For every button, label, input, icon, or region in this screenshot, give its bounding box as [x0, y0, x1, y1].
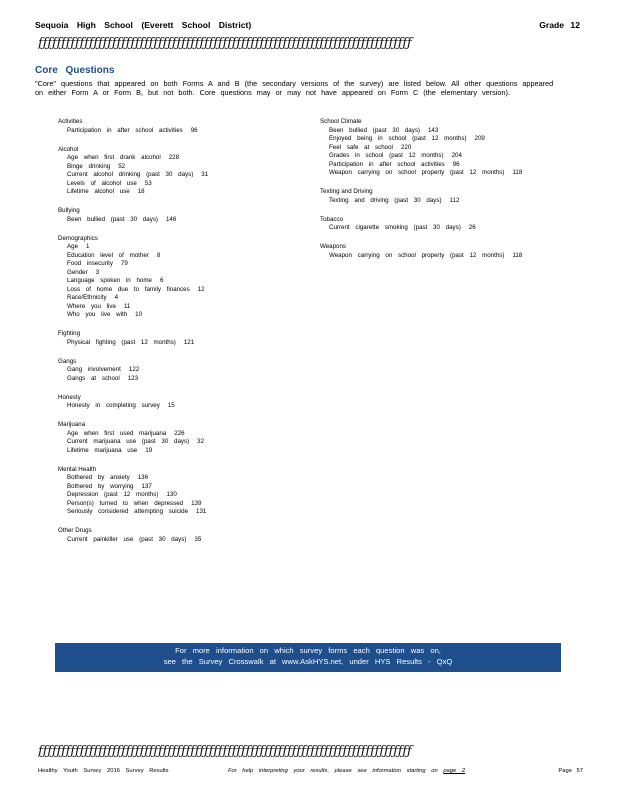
question-item — [58, 260, 308, 269]
question-label: Participation in after school activities — [329, 160, 445, 168]
question-label: Binge drinking — [67, 162, 111, 170]
question-label: Lifetime marijuana use — [67, 446, 138, 454]
question-category — [58, 394, 308, 411]
question-number: 226 — [174, 429, 185, 437]
category-title: Demographics — [58, 234, 98, 242]
question-number: 19 — [145, 446, 153, 454]
question-item — [58, 339, 308, 348]
question-label: Race/Ethnicity — [67, 294, 107, 301]
question-label: Current cigarette smoking (past 30 days) — [329, 224, 461, 231]
info-banner — [55, 643, 561, 672]
question-label: Weapon carrying on school property (past 12 months) — [329, 251, 505, 259]
question-number: 26 — [468, 224, 476, 231]
question-label: Levels of alcohol use — [67, 179, 137, 187]
question-number: 18 — [137, 188, 145, 195]
question-label: Gender — [67, 268, 88, 276]
question-item — [58, 402, 308, 411]
question-item — [58, 438, 308, 447]
category-title: Activities — [58, 118, 83, 125]
question-category — [320, 243, 580, 260]
question-item — [320, 197, 580, 206]
question-item — [58, 286, 308, 295]
question-number: 3 — [95, 268, 100, 276]
question-number: 146 — [165, 215, 177, 223]
question-label: Education level of mother — [67, 251, 149, 259]
question-item — [58, 171, 308, 180]
category-title: Alcohol — [58, 145, 79, 153]
question-label: Person(s) turned to when depressed — [67, 499, 184, 507]
page-number: Page 57 — [558, 768, 583, 774]
banner-line-1: For more information on which survey forms each question was on, — [175, 646, 441, 655]
question-label: Weapon carrying on school property (past 12 months) — [329, 169, 505, 176]
question-number: 96 — [190, 126, 198, 134]
question-item — [58, 483, 308, 492]
question-number: 8 — [156, 251, 161, 259]
grade-label: Grade 12 — [539, 20, 580, 30]
question-number: 209 — [474, 135, 485, 142]
intro-paragraph: "Core" questions that appeared on both Forms A and B (the secondary versions of the survey) are listed below. All other questions appeared on either Form A or Form B, but not both. Core questions may or may not have appeared on Form C (the elementary version). — [35, 79, 554, 97]
question-category — [320, 188, 580, 205]
question-label: Current painkiller use (past 30 days) — [67, 535, 187, 543]
question-label: Loss of home due to family finances — [67, 285, 190, 293]
question-label: Bothered by worrying — [67, 482, 134, 490]
question-category — [58, 330, 308, 347]
question-item — [58, 180, 308, 189]
question-category — [58, 207, 308, 224]
category-title: Gangs — [58, 357, 77, 365]
question-number: 1 — [86, 243, 90, 250]
question-number: 121 — [183, 338, 195, 346]
question-item — [58, 491, 308, 500]
question-number: 32 — [197, 438, 205, 445]
category-title: Other Drugs — [58, 527, 92, 534]
category-title: School Climate — [320, 118, 362, 125]
question-label: Lifetime alcohol use — [67, 188, 130, 195]
question-category — [58, 118, 308, 135]
question-number: 118 — [512, 169, 523, 176]
question-item — [58, 536, 308, 545]
question-item — [58, 252, 308, 261]
question-item — [320, 127, 580, 136]
question-label: Enjoyed being in school (past 12 months) — [329, 135, 467, 142]
question-item — [58, 163, 308, 172]
question-item — [320, 152, 580, 161]
question-item — [320, 169, 580, 178]
question-category — [58, 235, 308, 320]
question-item — [58, 474, 308, 483]
question-label: Age when first drank alcohol — [67, 154, 161, 161]
question-item — [58, 188, 308, 197]
category-title: Weapons — [320, 243, 347, 250]
question-label: Feel safe at school — [329, 143, 393, 151]
question-number: 123 — [127, 374, 139, 382]
question-label: Honesty in completing survey — [67, 402, 160, 409]
question-item — [58, 508, 308, 517]
question-label: Participation in after school activities — [67, 126, 183, 134]
question-item — [320, 161, 580, 170]
question-category — [58, 527, 308, 544]
question-category — [58, 358, 308, 384]
question-number: 112 — [449, 196, 460, 204]
question-number: 79 — [120, 260, 128, 267]
question-number: 131 — [196, 508, 207, 515]
right-column — [320, 118, 580, 271]
question-item — [58, 447, 308, 456]
category-title: Fighting — [58, 330, 81, 337]
question-number: 10 — [135, 311, 143, 318]
category-title: Bullying — [58, 207, 80, 214]
question-label: Seriously considered attempting suicide — [67, 508, 189, 515]
section-title: Core Questions — [35, 65, 115, 76]
question-number: 137 — [141, 482, 152, 490]
question-label: Gangs at school — [67, 374, 120, 382]
question-item — [58, 269, 308, 278]
question-label: Age when first used marijuana — [67, 429, 167, 437]
question-label: Language spoken in home — [67, 277, 152, 284]
question-label: Food insecurity — [67, 260, 113, 267]
question-item — [320, 135, 580, 144]
decorative-rule-bottom: ƒƒƒƒƒƒƒƒƒƒƒƒƒƒƒƒƒƒƒƒƒƒƒƒƒƒƒƒƒƒƒƒƒƒƒƒƒƒƒƒƒƒƒƒƒƒƒƒƒƒƒƒƒƒƒƒƒƒƒƒƒƒƒƒƒƒƒƒƒƒƒƒƒƒƒƒƒƒƒƒƒ — [38, 744, 412, 759]
question-number: 204 — [451, 152, 462, 159]
question-number: 122 — [128, 366, 140, 373]
question-number: 11 — [123, 302, 131, 310]
question-item — [58, 243, 308, 252]
question-number: 136 — [137, 474, 149, 481]
question-category — [58, 421, 308, 455]
question-number: 6 — [159, 277, 164, 284]
question-number: 53 — [144, 179, 152, 187]
question-label: Been bullied (past 30 days) — [329, 126, 420, 134]
question-item — [320, 252, 580, 261]
question-label: Current alcohol drinking (past 30 days) — [67, 171, 194, 178]
question-label: Age — [67, 243, 79, 250]
question-number: 96 — [452, 160, 460, 168]
question-item — [58, 303, 308, 312]
question-category — [320, 118, 580, 178]
question-label: Texting and driving (past 30 days) — [329, 196, 442, 204]
question-label: Current marijuana use (past 30 days) — [67, 438, 190, 445]
question-item — [58, 375, 308, 384]
question-number: 12 — [197, 285, 205, 293]
category-title: Marijuana — [58, 421, 86, 428]
question-label: Bothered by anxiety — [67, 474, 130, 481]
banner-line-2: see the Survey Crosswalk at www.AskHYS.net, under HYS Results - QxQ — [163, 657, 453, 666]
footer-survey-title: Healthy Youth Survey 2016 Survey Results — [38, 768, 169, 774]
question-item — [58, 127, 308, 136]
page-header — [35, 20, 580, 34]
left-column — [58, 118, 308, 555]
question-label: Who you live with — [67, 311, 128, 318]
question-item — [58, 294, 308, 303]
question-number: 4 — [114, 294, 119, 301]
question-item — [58, 500, 308, 509]
question-item — [58, 366, 308, 375]
category-title: Tobacco — [320, 215, 344, 223]
category-title: Honesty — [58, 393, 81, 401]
question-category — [58, 466, 308, 517]
question-number: 139 — [191, 499, 202, 507]
question-number: 35 — [194, 535, 202, 543]
question-number: 15 — [167, 402, 175, 409]
question-number: 220 — [400, 143, 412, 151]
question-label: Been bullied (past 30 days) — [67, 215, 158, 223]
question-number: 228 — [168, 154, 180, 161]
school-name: Sequoia High School (Everett School District) — [35, 20, 252, 30]
question-item — [58, 311, 308, 320]
question-label: Physical fighting (past 12 months) — [67, 338, 176, 346]
question-item — [58, 216, 308, 225]
footer-help-text — [228, 768, 465, 774]
category-title: Texting and Driving — [320, 188, 373, 195]
question-category — [320, 216, 580, 233]
decorative-rule-top: ƒƒƒƒƒƒƒƒƒƒƒƒƒƒƒƒƒƒƒƒƒƒƒƒƒƒƒƒƒƒƒƒƒƒƒƒƒƒƒƒƒƒƒƒƒƒƒƒƒƒƒƒƒƒƒƒƒƒƒƒƒƒƒƒƒƒƒƒƒƒƒƒƒƒƒƒƒƒƒƒƒ — [38, 36, 412, 51]
footer-page-link[interactable]: page 2 — [443, 768, 466, 774]
category-title: Mental Health — [58, 465, 97, 473]
question-label: Grades in school (past 12 months) — [329, 152, 444, 159]
question-label: Depression (past 12 months) — [67, 491, 159, 498]
question-number: 143 — [427, 126, 439, 134]
question-number: 52 — [118, 162, 126, 170]
question-label: Where you live — [67, 302, 116, 310]
question-number: 130 — [166, 491, 177, 498]
question-item — [58, 154, 308, 163]
question-item — [320, 224, 580, 233]
question-item — [58, 430, 308, 439]
question-item — [58, 277, 308, 286]
question-label: Gang involvement — [67, 366, 121, 373]
question-number: 31 — [201, 171, 209, 178]
footer-help-label: For help interpreting your results, please see information starting on — [228, 768, 438, 774]
question-item — [320, 144, 580, 153]
question-number: 118 — [512, 251, 523, 259]
question-category — [58, 146, 308, 197]
